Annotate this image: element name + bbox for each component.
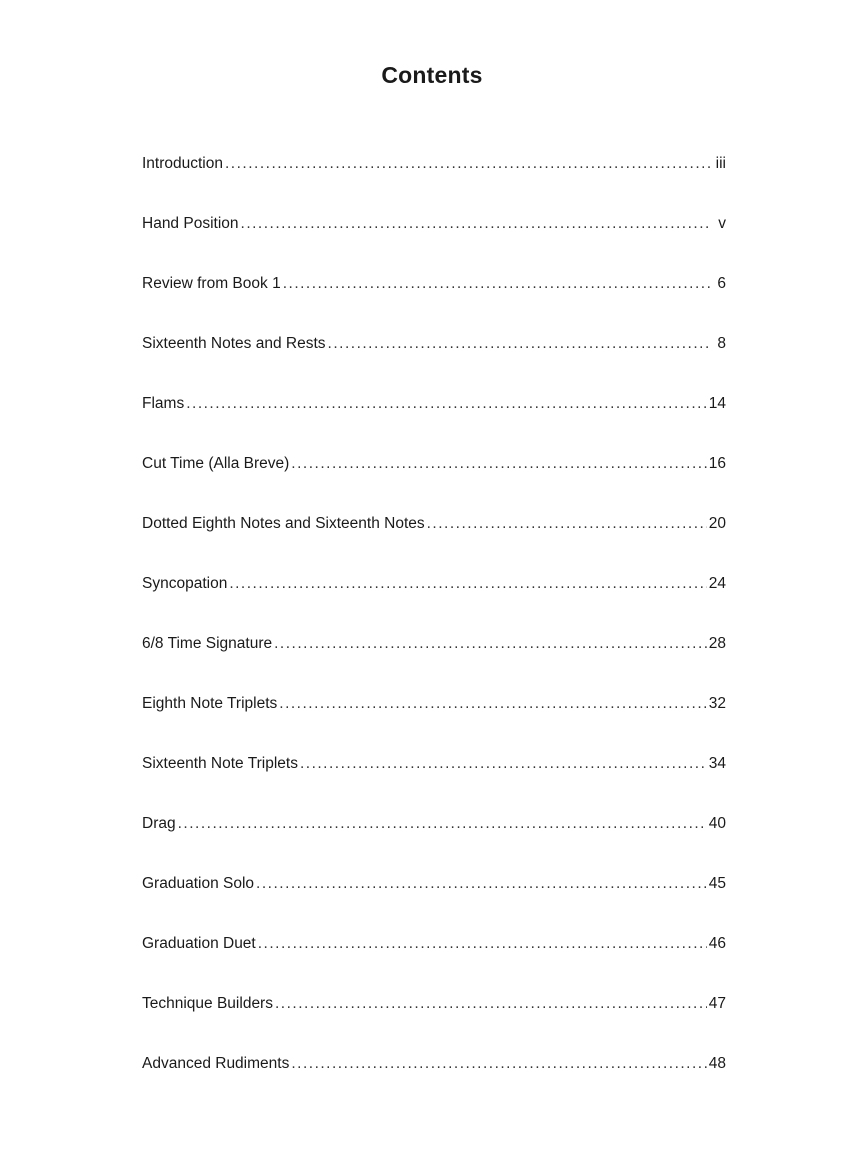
toc-entry-page: 48 xyxy=(708,1055,726,1072)
toc-entry-graduation-duet xyxy=(142,930,726,990)
toc-entry-page: 8 xyxy=(717,335,726,352)
dot-leader xyxy=(427,510,707,538)
toc-entry-label: Cut Time (Alla Breve) xyxy=(142,455,290,472)
toc-entry-label: Eighth Note Triplets xyxy=(142,695,278,712)
toc-entry-advanced-rudiments xyxy=(142,1050,726,1110)
toc-entry-label: Sixteenth Notes and Rests xyxy=(142,335,326,352)
table-of-contents xyxy=(142,150,726,1110)
toc-entry-page: 24 xyxy=(708,575,726,592)
toc-entry-eighth-note-triplets xyxy=(142,690,726,750)
dot-leader xyxy=(258,930,707,958)
toc-entry-page: 45 xyxy=(708,875,726,892)
toc-entry-sixteenth-notes-and-rests xyxy=(142,330,726,390)
toc-entry-cut-time xyxy=(142,450,726,510)
toc-entry-label: Technique Builders xyxy=(142,995,273,1012)
toc-entry-label: Sixteenth Note Triplets xyxy=(142,755,298,772)
toc-entry-page: 6 xyxy=(717,275,726,292)
toc-entry-label: Syncopation xyxy=(142,575,228,592)
toc-entry-introduction xyxy=(142,150,726,210)
toc-entry-sixteenth-note-triplets xyxy=(142,750,726,810)
toc-entry-technique-builders xyxy=(142,990,726,1050)
dot-leader xyxy=(291,450,706,478)
toc-entry-hand-position xyxy=(142,210,726,270)
toc-entry-label: Review from Book 1 xyxy=(142,275,281,292)
dot-leader xyxy=(256,870,707,898)
toc-entry-page: 20 xyxy=(708,515,726,532)
toc-entry-label: Graduation Solo xyxy=(142,875,255,892)
toc-entry-label: 6/8 Time Signature xyxy=(142,635,273,652)
toc-entry-review-from-book-1 xyxy=(142,270,726,330)
toc-entry-label: Flams xyxy=(142,395,185,412)
dot-leader xyxy=(291,1050,706,1078)
toc-entry-page: 34 xyxy=(708,755,726,772)
toc-entry-page: 16 xyxy=(708,455,726,472)
toc-entry-graduation-solo xyxy=(142,870,726,930)
toc-entry-page: 46 xyxy=(708,935,726,952)
toc-entry-page: 32 xyxy=(708,695,726,712)
toc-entry-page: 47 xyxy=(708,995,726,1012)
toc-entry-label: Advanced Rudiments xyxy=(142,1055,290,1072)
toc-entry-label: Dotted Eighth Notes and Sixteenth Notes xyxy=(142,515,425,532)
dot-leader xyxy=(274,630,707,658)
toc-entry-page: v xyxy=(718,215,726,232)
toc-entry-label: Introduction xyxy=(142,155,223,172)
toc-entry-page: iii xyxy=(715,155,726,172)
dot-leader xyxy=(186,390,707,418)
dot-leader xyxy=(275,990,707,1018)
toc-entry-syncopation xyxy=(142,570,726,630)
dot-leader xyxy=(178,810,707,838)
toc-entry-page: 14 xyxy=(708,395,726,412)
toc-entry-label: Graduation Duet xyxy=(142,935,256,952)
dot-leader xyxy=(283,270,712,298)
toc-entry-flams xyxy=(142,390,726,450)
toc-entry-6-8-time-signature xyxy=(142,630,726,690)
dot-leader xyxy=(241,210,712,238)
dot-leader xyxy=(328,330,712,358)
toc-entry-page: 28 xyxy=(708,635,726,652)
dot-leader xyxy=(229,570,706,598)
dot-leader xyxy=(279,690,706,718)
toc-entry-dotted-eighth-notes xyxy=(142,510,726,570)
toc-entry-label: Hand Position xyxy=(142,215,239,232)
page-title: Contents xyxy=(381,62,483,88)
toc-entry-label: Drag xyxy=(142,815,176,832)
dot-leader xyxy=(225,150,712,178)
toc-entry-drag xyxy=(142,810,726,870)
dot-leader xyxy=(300,750,707,778)
toc-entry-page: 40 xyxy=(708,815,726,832)
